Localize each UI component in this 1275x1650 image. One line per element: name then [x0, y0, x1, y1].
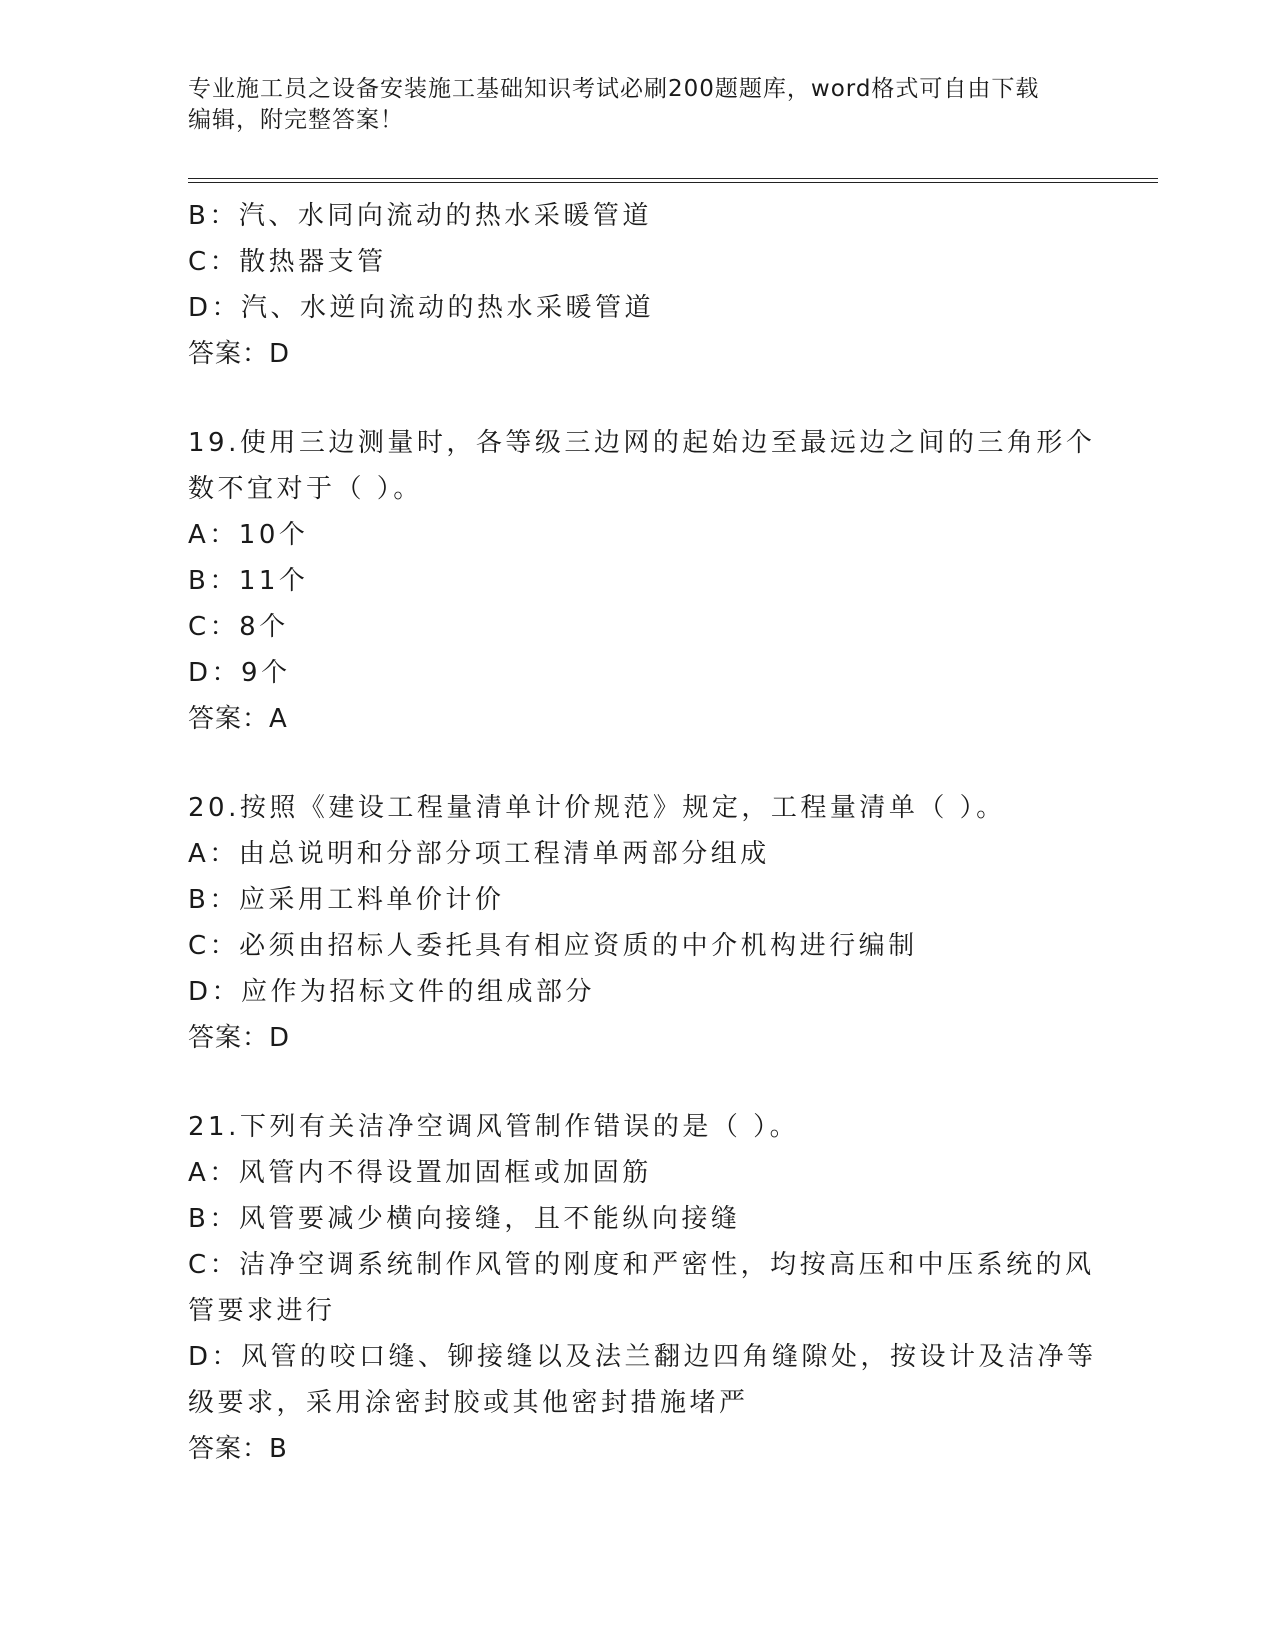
question-list — [188, 193, 1097, 1472]
header-divider — [188, 178, 1158, 183]
option-c-line-1: C：洁净空调系统制作风管的刚度和严密性，均按高压和中压系统的风 — [188, 1250, 1095, 1280]
option-b: B：应采用工料单价计价 — [188, 885, 505, 915]
option-d: D：汽、水逆向流动的热水采暖管道 — [188, 293, 655, 323]
option-c-line-2: 管要求进行 — [188, 1296, 336, 1326]
answer: 答案：D — [188, 339, 291, 369]
header-title-line-1: 专业施工员之设备安装施工基础知识考试必刷200题题库，word格式可自由下载 — [188, 76, 1040, 102]
question-21 — [188, 1104, 1097, 1472]
question-stem-line-2: 数不宜对于（ ）。 — [188, 474, 423, 504]
option-a: A：由总说明和分部分项工程清单两部分组成 — [188, 839, 770, 869]
question-stem-line-1: 21.下列有关洁净空调风管制作错误的是（ ）。 — [188, 1112, 800, 1142]
question-19 — [188, 420, 1096, 742]
question-20 — [188, 785, 1088, 1061]
option-c: C：必须由招标人委托具有相应资质的中介机构进行编制 — [188, 931, 918, 961]
question-stem-line-1: 20.按照《建设工程量清单计价规范》规定，工程量清单（ ）。 — [188, 793, 1006, 823]
option-d: D：9个 — [188, 658, 291, 688]
option-d-line-1: D：风管的咬口缝、铆接缝以及法兰翻边四角缝隙处，按设计及洁净等 — [188, 1342, 1097, 1372]
option-c: C：8个 — [188, 612, 289, 642]
option-b: B：风管要减少横向接缝，且不能纵向接缝 — [188, 1204, 741, 1234]
option-a: A：风管内不得设置加固框或加固筋 — [188, 1158, 652, 1188]
option-b: B：汽、水同向流动的热水采暖管道 — [188, 201, 652, 231]
question-stem-line-1: 19.使用三边测量时，各等级三边网的起始边至最远边之间的三角形个 — [188, 428, 1096, 458]
answer: 答案：D — [188, 1023, 291, 1053]
answer: 答案：B — [188, 1434, 288, 1464]
header-title-line-2: 编辑，附完整答案！ — [188, 107, 404, 133]
option-c: C：散热器支管 — [188, 247, 387, 277]
option-d-line-2: 级要求，采用涂密封胶或其他密封措施堵严 — [188, 1388, 749, 1418]
option-d: D：应作为招标文件的组成部分 — [188, 977, 596, 1007]
option-b: B：11个 — [188, 566, 309, 596]
page-header — [188, 74, 1088, 136]
option-a: A：10个 — [188, 520, 309, 550]
answer: 答案：A — [188, 704, 288, 734]
question-18 — [188, 193, 1088, 377]
